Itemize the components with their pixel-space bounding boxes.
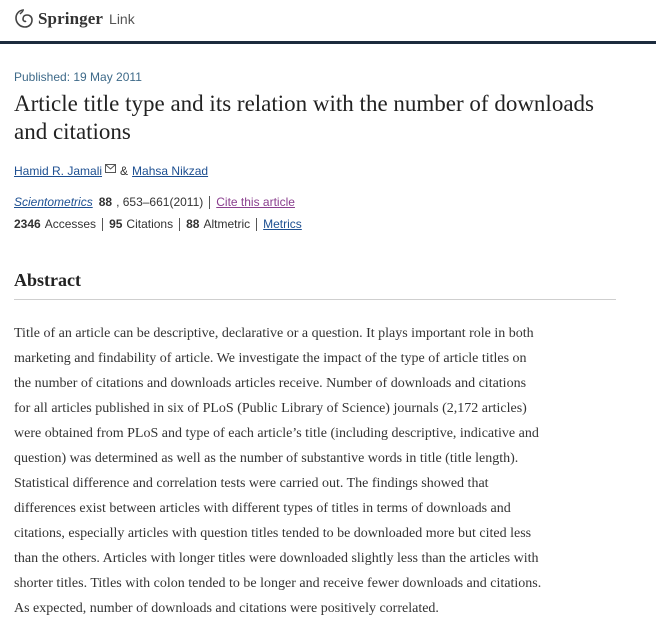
abstract-text [14, 321, 620, 621]
abstract-line: citations, especially articles with question titles tended to be downloaded more but cited less [14, 526, 532, 541]
abstract-line: Title of an article can be descriptive, declarative or a question. It plays important role in both [14, 326, 534, 341]
cite-article-link[interactable]: Cite this article [216, 195, 295, 209]
pages-year: , 653–661(2011) [116, 195, 204, 209]
altmetric-count: 88 [186, 217, 200, 231]
brand-name: Springer [38, 9, 104, 28]
abstract-line: marketing and findability of article. We investigate the impact of the type of article titles on [14, 351, 527, 366]
citations-label: Citations [126, 217, 174, 231]
altmetric-label: Altmetric [203, 217, 251, 231]
citation-line [14, 195, 614, 209]
author-link-nikzad[interactable]: Mahsa Nikzad [132, 164, 209, 178]
abstract-line: were obtained from PLoS and type of each article’s title (including descriptive, indicative and [14, 426, 539, 441]
springer-horse-icon [14, 8, 34, 30]
divider [256, 218, 257, 231]
abstract-heading: Abstract [14, 270, 616, 300]
author-separator: & [120, 164, 129, 178]
metrics-bar [14, 217, 614, 231]
divider [209, 196, 210, 209]
author-list [14, 164, 614, 178]
divider [102, 218, 103, 231]
abstract-line: shorter titles. Titles with colon tended to be longer and receive fewer downloads and citations. [14, 576, 542, 591]
springerlink-logo[interactable] [14, 8, 135, 30]
article-header [14, 70, 614, 231]
brand-sub: Link [109, 11, 135, 27]
abstract-line: than the others. Articles with longer titles were downloaded slightly less than the articles with [14, 551, 539, 566]
journal-link[interactable]: Scientometrics [14, 195, 93, 209]
metrics-link[interactable]: Metrics [263, 217, 302, 231]
volume-number: 88 [98, 195, 113, 209]
article-title: Article title type and its relation with the number of downloads and citations [14, 91, 594, 144]
divider [179, 218, 180, 231]
accesses-count: 2346 [14, 217, 41, 231]
accesses-label: Accesses [44, 217, 97, 231]
author-link-jamali[interactable]: Hamid R. Jamali [14, 164, 103, 178]
site-header [0, 0, 656, 44]
abstract-line: for all articles published in six of PLoS (Public Library of Science) journals (2,172 articles) [14, 401, 527, 416]
abstract-line: question) was determined as well as the number of substantive words in title (title length). [14, 451, 519, 466]
abstract-line: As expected, number of downloads and citations were positively correlated. [14, 601, 439, 616]
abstract-line: differences exist between articles with different types of titles in terms of downloads and [14, 501, 511, 516]
abstract-line: the number of citations and downloads articles receive. Number of downloads and citations [14, 376, 527, 391]
mail-icon[interactable] [105, 162, 116, 176]
abstract-line: Statistical difference and correlation tests were carried out. The findings showed that [14, 476, 489, 491]
citations-count: 95 [109, 217, 123, 231]
published-date: Published: 19 May 2011 [14, 70, 142, 84]
